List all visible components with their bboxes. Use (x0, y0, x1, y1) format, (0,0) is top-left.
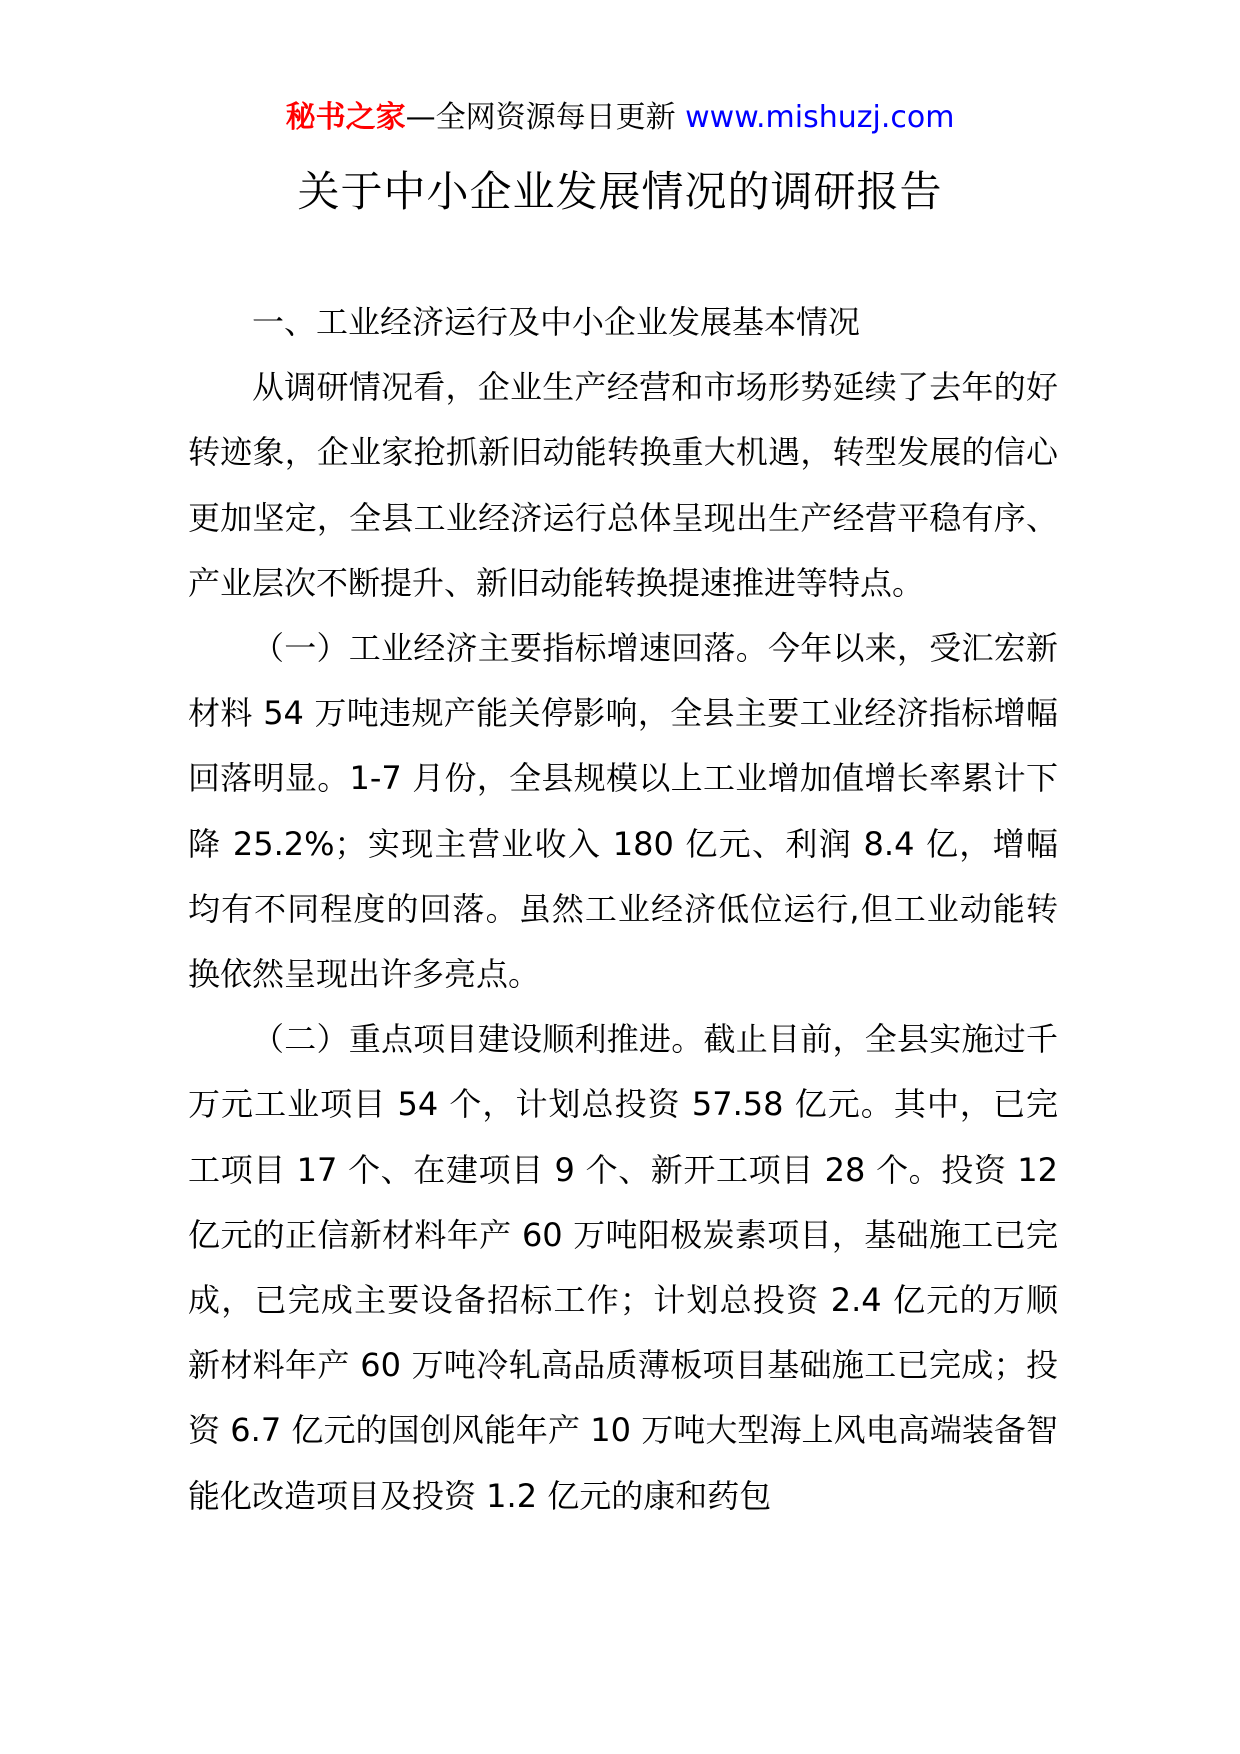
header-tagline: —全网资源每日更新 (405, 100, 686, 135)
paragraph: 从调研情况看，企业生产经营和市场形势延续了去年的好转迹象，企业家抢抓新旧动能转换重大机遇，转型发展的信心更加坚定，全县工业经济运行总体呈现出生产经营平稳有序、产业层次不断提升、新旧动能转换提速推进等特点。 (188, 368, 1058, 602)
site-url-link[interactable]: www.mishuzj.com (685, 100, 955, 135)
brand-name: 秘书之家 (285, 100, 406, 135)
watermark-header (0, 96, 1240, 140)
paragraph: （二）重点项目建设顺利推进。截止目前，全县实施过千万元工业项目 54 个，计划总投资 57.58 亿元。其中，已完工项目 17 个、在建项目 9 个、新开工项目 28 个。投资 12 亿元的正信新材料年产 60 万吨阳极炭素项目，基础施工已完成，已完成主要设备招标工作；计划总投资 2.4 亿元的万顺新材料年产 60 万吨冷轧高品质薄板项目基础施工已完成；投资 6.7 亿元的国创风能年产 10 万吨大型海上风电高端装备智能化改造项目及投资 1.2 亿元的康和药包 (188, 1020, 1058, 1515)
document-body (188, 290, 1058, 1529)
section-heading: 一、工业经济运行及中小企业发展基本情况 (252, 303, 861, 341)
document-title: 关于中小企业发展情况的调研报告 (297, 167, 943, 216)
paragraph: （一）工业经济主要指标增速回落。今年以来，受汇宏新材料 54 万吨违规产能关停影响，全县主要工业经济指标增幅回落明显。1-7 月份，全县规模以上工业增加值增长率累计下降 25.2%；实现主营业收入 180 亿元、利润 8.4 亿，增幅均有不同程度的回落。虽然工业经济低位运行,但工业动能转换依然呈现出许多亮点。 (188, 629, 1058, 994)
